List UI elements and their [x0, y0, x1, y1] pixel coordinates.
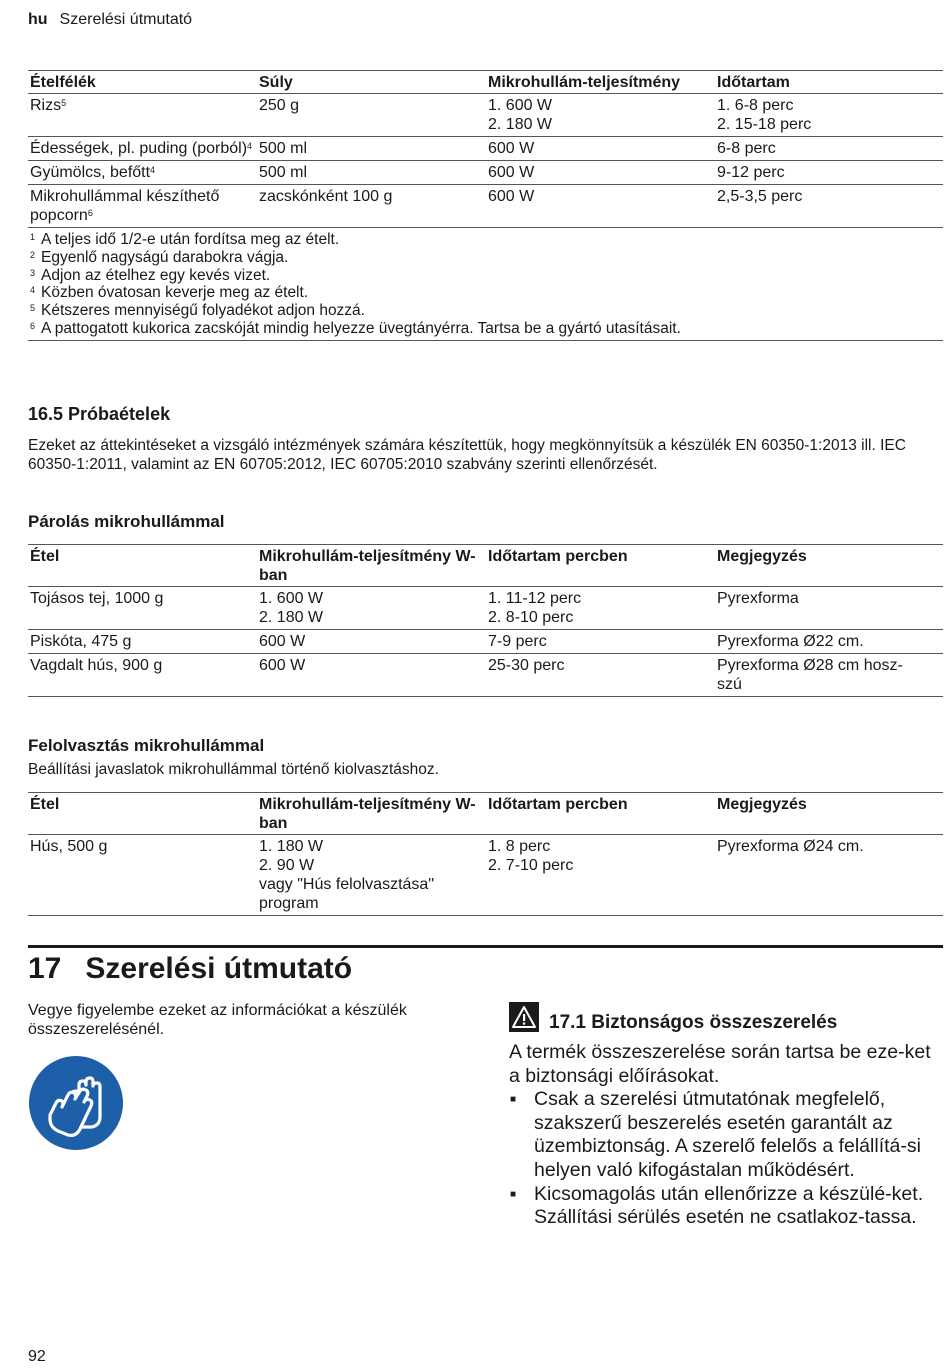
footnote-ref: 4 — [247, 141, 253, 151]
col-header: Étel — [30, 796, 60, 813]
weight-cell: zacskónként 100 g — [259, 188, 393, 205]
header-title: Szerelési útmutató — [59, 11, 193, 28]
col-header: Időtartam — [717, 74, 790, 91]
table-row — [28, 161, 943, 185]
footnote: $^1$ A teljes idő 1/2-e után fordítsa meg az ételt. — [30, 231, 340, 248]
safety-section-body — [509, 1041, 943, 1230]
col-header: Időtartam percben — [488, 796, 628, 813]
time-cell: 1. 6-8 perc 2. 15-18 perc — [717, 97, 812, 133]
time-cell: 9-12 perc — [717, 164, 785, 181]
power-cell: 600 W — [488, 164, 535, 181]
col-header: Ételfélék — [30, 74, 96, 91]
col-header: Megjegyzés — [717, 548, 807, 565]
safety-list — [509, 1088, 943, 1230]
footnote-ref: 5 — [61, 98, 67, 108]
col-header: Súly — [259, 74, 293, 91]
footnote: $^6$ A pattogatott kukorica zacskóját mindig helyezze üvegtányérra. Tartsa be a gyártó utasításait. — [30, 319, 681, 337]
power-cell: 1. 600 W 2. 180 W — [488, 97, 553, 133]
power-cell: 600 W — [488, 188, 535, 205]
food-cell: Tojásos tej, 1000 g — [30, 590, 164, 607]
footnote: $^3$ Adjon az ételhez egy kevés vizet. — [30, 266, 271, 284]
time-cell: 1. 11-12 perc 2. 8-10 perc — [488, 590, 582, 626]
note-cell: Pyrexforma Ø24 cm. — [717, 838, 864, 855]
gloves-icon — [28, 1055, 124, 1151]
table-row — [28, 587, 943, 630]
power-cell: 1. 180 W 2. 90 W vagy "Hús felolvasztása" program — [259, 838, 434, 912]
col-header: Mikrohullám-teljesítmény W-ban — [259, 548, 476, 584]
footnote-ref: 6 — [87, 208, 93, 218]
weight-cell: 500 ml — [259, 164, 308, 181]
time-cell: 1. 8 perc 2. 7-10 perc — [488, 838, 574, 874]
list-item: ■ Kicsomagolás után ellenőrizze a készülé-ket. Szállítási sérülés esetén ne csatlakoz-tassa. — [509, 1183, 943, 1230]
power-cell: 600 W — [488, 140, 535, 157]
note-cell: Pyrexforma — [717, 590, 799, 607]
table-row — [28, 835, 943, 916]
food-cell: Rizs — [30, 97, 62, 114]
section-title: 16.5 Próbaételek — [28, 404, 171, 424]
footnote: $^5$ Kétszeres mennyiségű folyadékot adjon hozzá. — [30, 302, 365, 320]
power-cell: 600 W — [259, 633, 306, 650]
power-cell: 1. 600 W 2. 180 W — [259, 590, 324, 626]
table-row — [28, 654, 943, 697]
footnote: $^4$ Közben óvatosan keverje meg az ételt. — [30, 284, 309, 302]
safety-intro: A termék összeszerelése során tartsa be eze-ket a biztonsági előírásokat. — [509, 1041, 931, 1087]
col-header: Időtartam percben — [488, 548, 628, 565]
power-cell: 600 W — [259, 657, 306, 674]
table-row — [28, 137, 943, 161]
col-header: Mikrohullám-teljesítmény W-ban — [259, 796, 476, 832]
subsection-intro: Beállítási javaslatok mikrohullámmal történő kiolvasztáshoz. — [28, 761, 439, 778]
food-cell: Hús, 500 g — [30, 838, 108, 855]
chapter-divider — [28, 945, 943, 948]
steaming-table — [28, 544, 943, 697]
food-cell: Gyümölcs, befőtt — [30, 164, 151, 181]
defrost-table — [28, 792, 943, 916]
table-row — [28, 185, 943, 228]
col-header: Étel — [30, 548, 60, 565]
page-number: 92 — [28, 1348, 46, 1365]
weight-cell: 250 g — [259, 97, 300, 114]
note-cell: Pyrexforma Ø22 cm. — [717, 633, 864, 650]
chapter-number: 17 — [28, 952, 62, 985]
language-code: hu — [28, 11, 48, 28]
subsection-title: Felolvasztás mikrohullámmal — [28, 736, 265, 755]
col-header: Mikrohullám-teljesítmény — [488, 74, 681, 91]
warning-icon — [509, 1002, 539, 1032]
time-cell: 7-9 perc — [488, 633, 547, 650]
food-cell: Piskóta, 475 g — [30, 633, 132, 650]
chapter-title — [28, 952, 352, 986]
weight-cell: 500 ml — [259, 140, 308, 157]
food-cell: Mikrohullámmal készíthető popcorn — [30, 188, 220, 224]
chapter-title-text: Szerelési útmutató — [85, 952, 353, 985]
food-cell: Vagdalt hús, 900 g — [30, 657, 163, 674]
note-cell: Pyrexforma Ø28 cm hosz- szú — [717, 657, 903, 693]
food-cell: Édességek, pl. puding (porból) — [30, 140, 248, 157]
subsection-title: Párolás mikrohullámmal — [28, 512, 225, 531]
footnote: $^2$ Egyenlő nagyságú darabokra vágja. — [30, 248, 289, 266]
footnotes-row — [28, 228, 943, 341]
col-header: Megjegyzés — [717, 796, 807, 813]
chapter-intro: Vegye figyelembe ezeket az információkat a készülék összeszerelésénél. — [28, 1002, 407, 1038]
footnote-ref: 4 — [150, 165, 156, 175]
section-intro: Ezeket az áttekintéseket a vizsgáló intézmények számára készítettük, hogy megkönnyítsük a készülék EN 60350-1:2013 ill. IEC 60350-1:2011, valamint az EN 60705:2012, IEC 60705:2010 szabvány szerinti ellenőrzését. — [28, 437, 906, 473]
table-row — [28, 94, 943, 137]
time-cell: 2,5-3,5 perc — [717, 188, 803, 205]
cooking-table — [28, 70, 943, 341]
time-cell: 6-8 perc — [717, 140, 776, 157]
table-row — [28, 630, 943, 654]
time-cell: 25-30 perc — [488, 657, 565, 674]
safety-section-title: 17.1 Biztonságos összeszerelés — [549, 1012, 838, 1033]
running-header — [28, 11, 192, 29]
list-item: ■ Csak a szerelési útmutatónak megfelelő, szakszerű beszerelés esetén garantált az üzembiztonság. A szerelő felelős a felállítá-si helyen való kifogástalan működésért. — [509, 1088, 943, 1182]
